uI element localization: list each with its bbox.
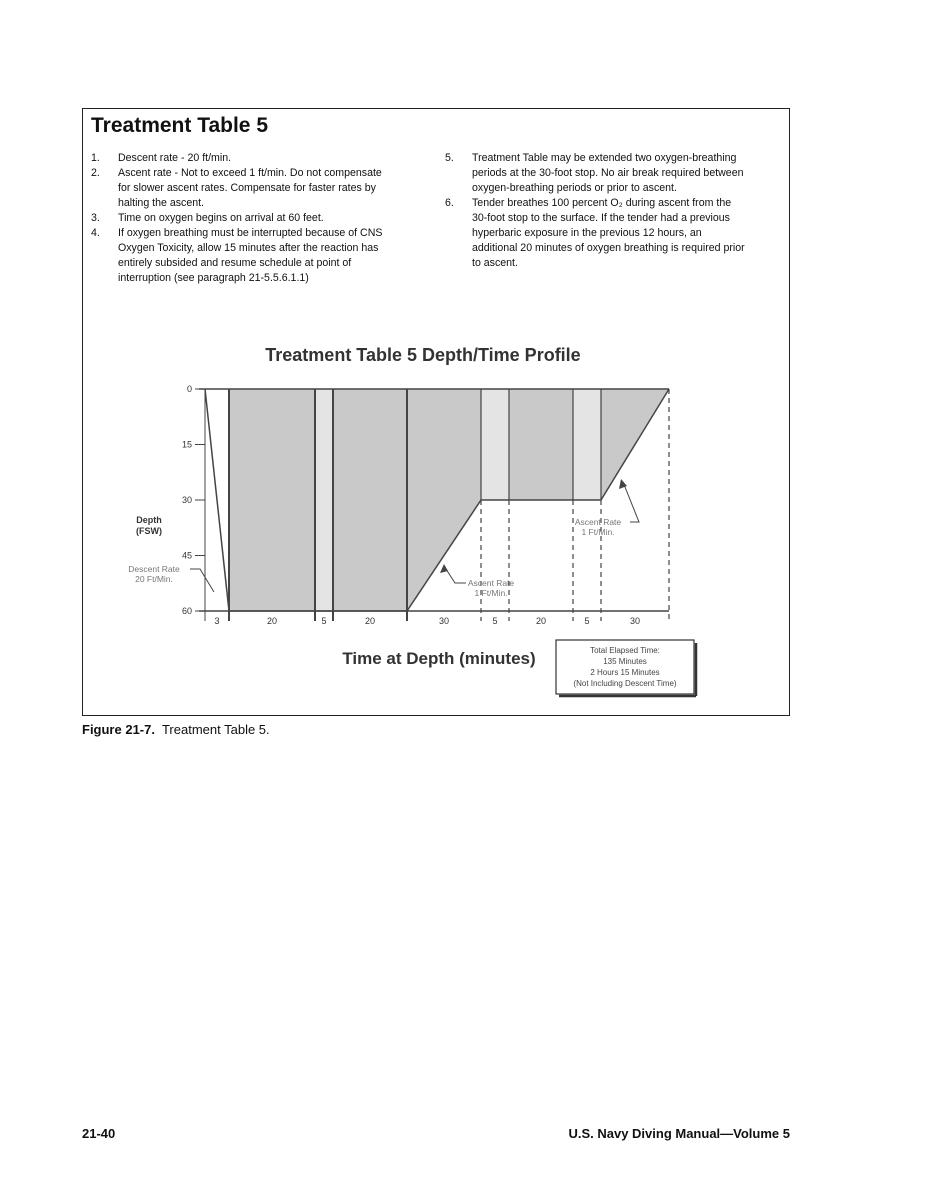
figure-caption (82, 722, 270, 737)
note-line: periods at the 30-foot stop. No air break required between (472, 167, 744, 179)
caption-label: Figure 21-7. (82, 722, 155, 737)
segment-area (315, 389, 333, 611)
note-item (445, 151, 785, 196)
note-number: 3. (91, 212, 100, 224)
ascent-rate-label: Ascent Rate (467, 578, 515, 588)
segment-duration-label: 5 (492, 616, 498, 626)
y-axis-label: (FSW) (136, 526, 162, 536)
chart-title: Treatment Table 5 Depth/Time Profile (265, 345, 581, 365)
elapsed-time-text: 135 Minutes (603, 657, 647, 666)
elapsed-time-text: 2 Hours 15 Minutes (590, 668, 660, 677)
elapsed-time-text: Total Elapsed Time: (590, 646, 660, 655)
segment-duration-label: 5 (584, 616, 590, 626)
note-item (91, 166, 431, 211)
note-item (91, 151, 431, 166)
descent-rate-label: Descent Rate (128, 564, 180, 574)
elapsed-time-text: (Not Including Descent Time) (573, 679, 677, 688)
ascent-arrowhead (440, 564, 448, 573)
note-line: Oxygen Toxicity, allow 15 minutes after the reaction has (118, 242, 379, 254)
segment-area (229, 389, 315, 611)
note-number: 5. (445, 152, 454, 164)
ascent-arrowhead (619, 479, 627, 489)
note-line: 30-foot stop to the surface. If the tender had a previous (472, 212, 730, 224)
ascent-rate-label: 1 Ft/Min. (474, 588, 508, 598)
segment-duration-label: 20 (535, 616, 547, 626)
depth-time-chart (82, 330, 790, 710)
note-line: Descent rate - 20 ft/min. (118, 152, 232, 164)
y-axis-label: Depth (136, 515, 162, 525)
ascent-rate-label: 1 Ft/Min. (581, 527, 615, 537)
note-item (91, 211, 431, 226)
segment-area (333, 389, 407, 611)
segment-area (481, 389, 509, 500)
segment-duration-label: 30 (629, 616, 641, 626)
segment-duration-label: 30 (438, 616, 450, 626)
segment-duration-label: 3 (214, 616, 220, 626)
note-line: If oxygen breathing must be interrupted because of CNS (118, 227, 383, 239)
note-line: halting the ascent. (118, 197, 204, 209)
note-line: to ascent. (472, 257, 518, 269)
caption-text: Treatment Table 5. (161, 722, 270, 737)
note-item (445, 196, 785, 271)
ascent-leader (623, 482, 639, 522)
y-tick-label: 15 (181, 439, 192, 450)
notes-left-column (91, 151, 431, 286)
segment-area (509, 389, 573, 500)
note-line: Tender breathes 100 percent O₂ during ascent from the (472, 197, 732, 209)
note-number: 1. (91, 152, 100, 164)
note-line: Time on oxygen begins on arrival at 60 feet. (118, 212, 324, 224)
y-tick-label: 60 (181, 606, 192, 616)
note-line: for slower ascent rates. Compensate for faster rates by (118, 182, 376, 194)
note-line: Treatment Table may be extended two oxygen-breathing (472, 152, 737, 164)
note-line: additional 20 minutes of oxygen breathing is required prior (472, 242, 745, 254)
segment-duration-label: 20 (364, 616, 376, 626)
descent-leader (190, 569, 214, 592)
y-tick-label: 45 (181, 550, 192, 561)
segment-area (573, 389, 601, 500)
note-line: oxygen-breathing periods or prior to ascent. (472, 182, 677, 194)
footer-title: U.S. Navy Diving Manual—Volume 5 (568, 1126, 790, 1141)
note-number: 6. (445, 197, 454, 209)
ascent-leader (444, 566, 466, 583)
segment-duration-label: 5 (321, 616, 327, 626)
x-axis-label: Time at Depth (minutes) (342, 649, 536, 668)
note-number: 2. (91, 167, 100, 179)
page-number: 21-40 (82, 1126, 116, 1141)
note-line: entirely subsided and resume schedule at point of (118, 257, 352, 269)
note-item (91, 226, 431, 286)
descent-rate-label: 20 Ft/Min. (135, 574, 173, 584)
segment-duration-label: 20 (266, 616, 278, 626)
ascent-rate-label: Ascent Rate (574, 517, 622, 527)
y-tick-label: 30 (181, 495, 192, 505)
note-line: interruption (see paragraph 21-5.5.6.1.1) (118, 272, 309, 284)
note-line: hyperbaric exposure in the previous 12 hours, an (472, 227, 702, 239)
y-tick-label: 0 (186, 384, 192, 394)
box-title: Treatment Table 5 (91, 114, 269, 137)
notes-right-column (445, 151, 785, 271)
note-number: 4. (91, 227, 100, 239)
note-line: Ascent rate - Not to exceed 1 ft/min. Do not compensate (118, 167, 382, 179)
